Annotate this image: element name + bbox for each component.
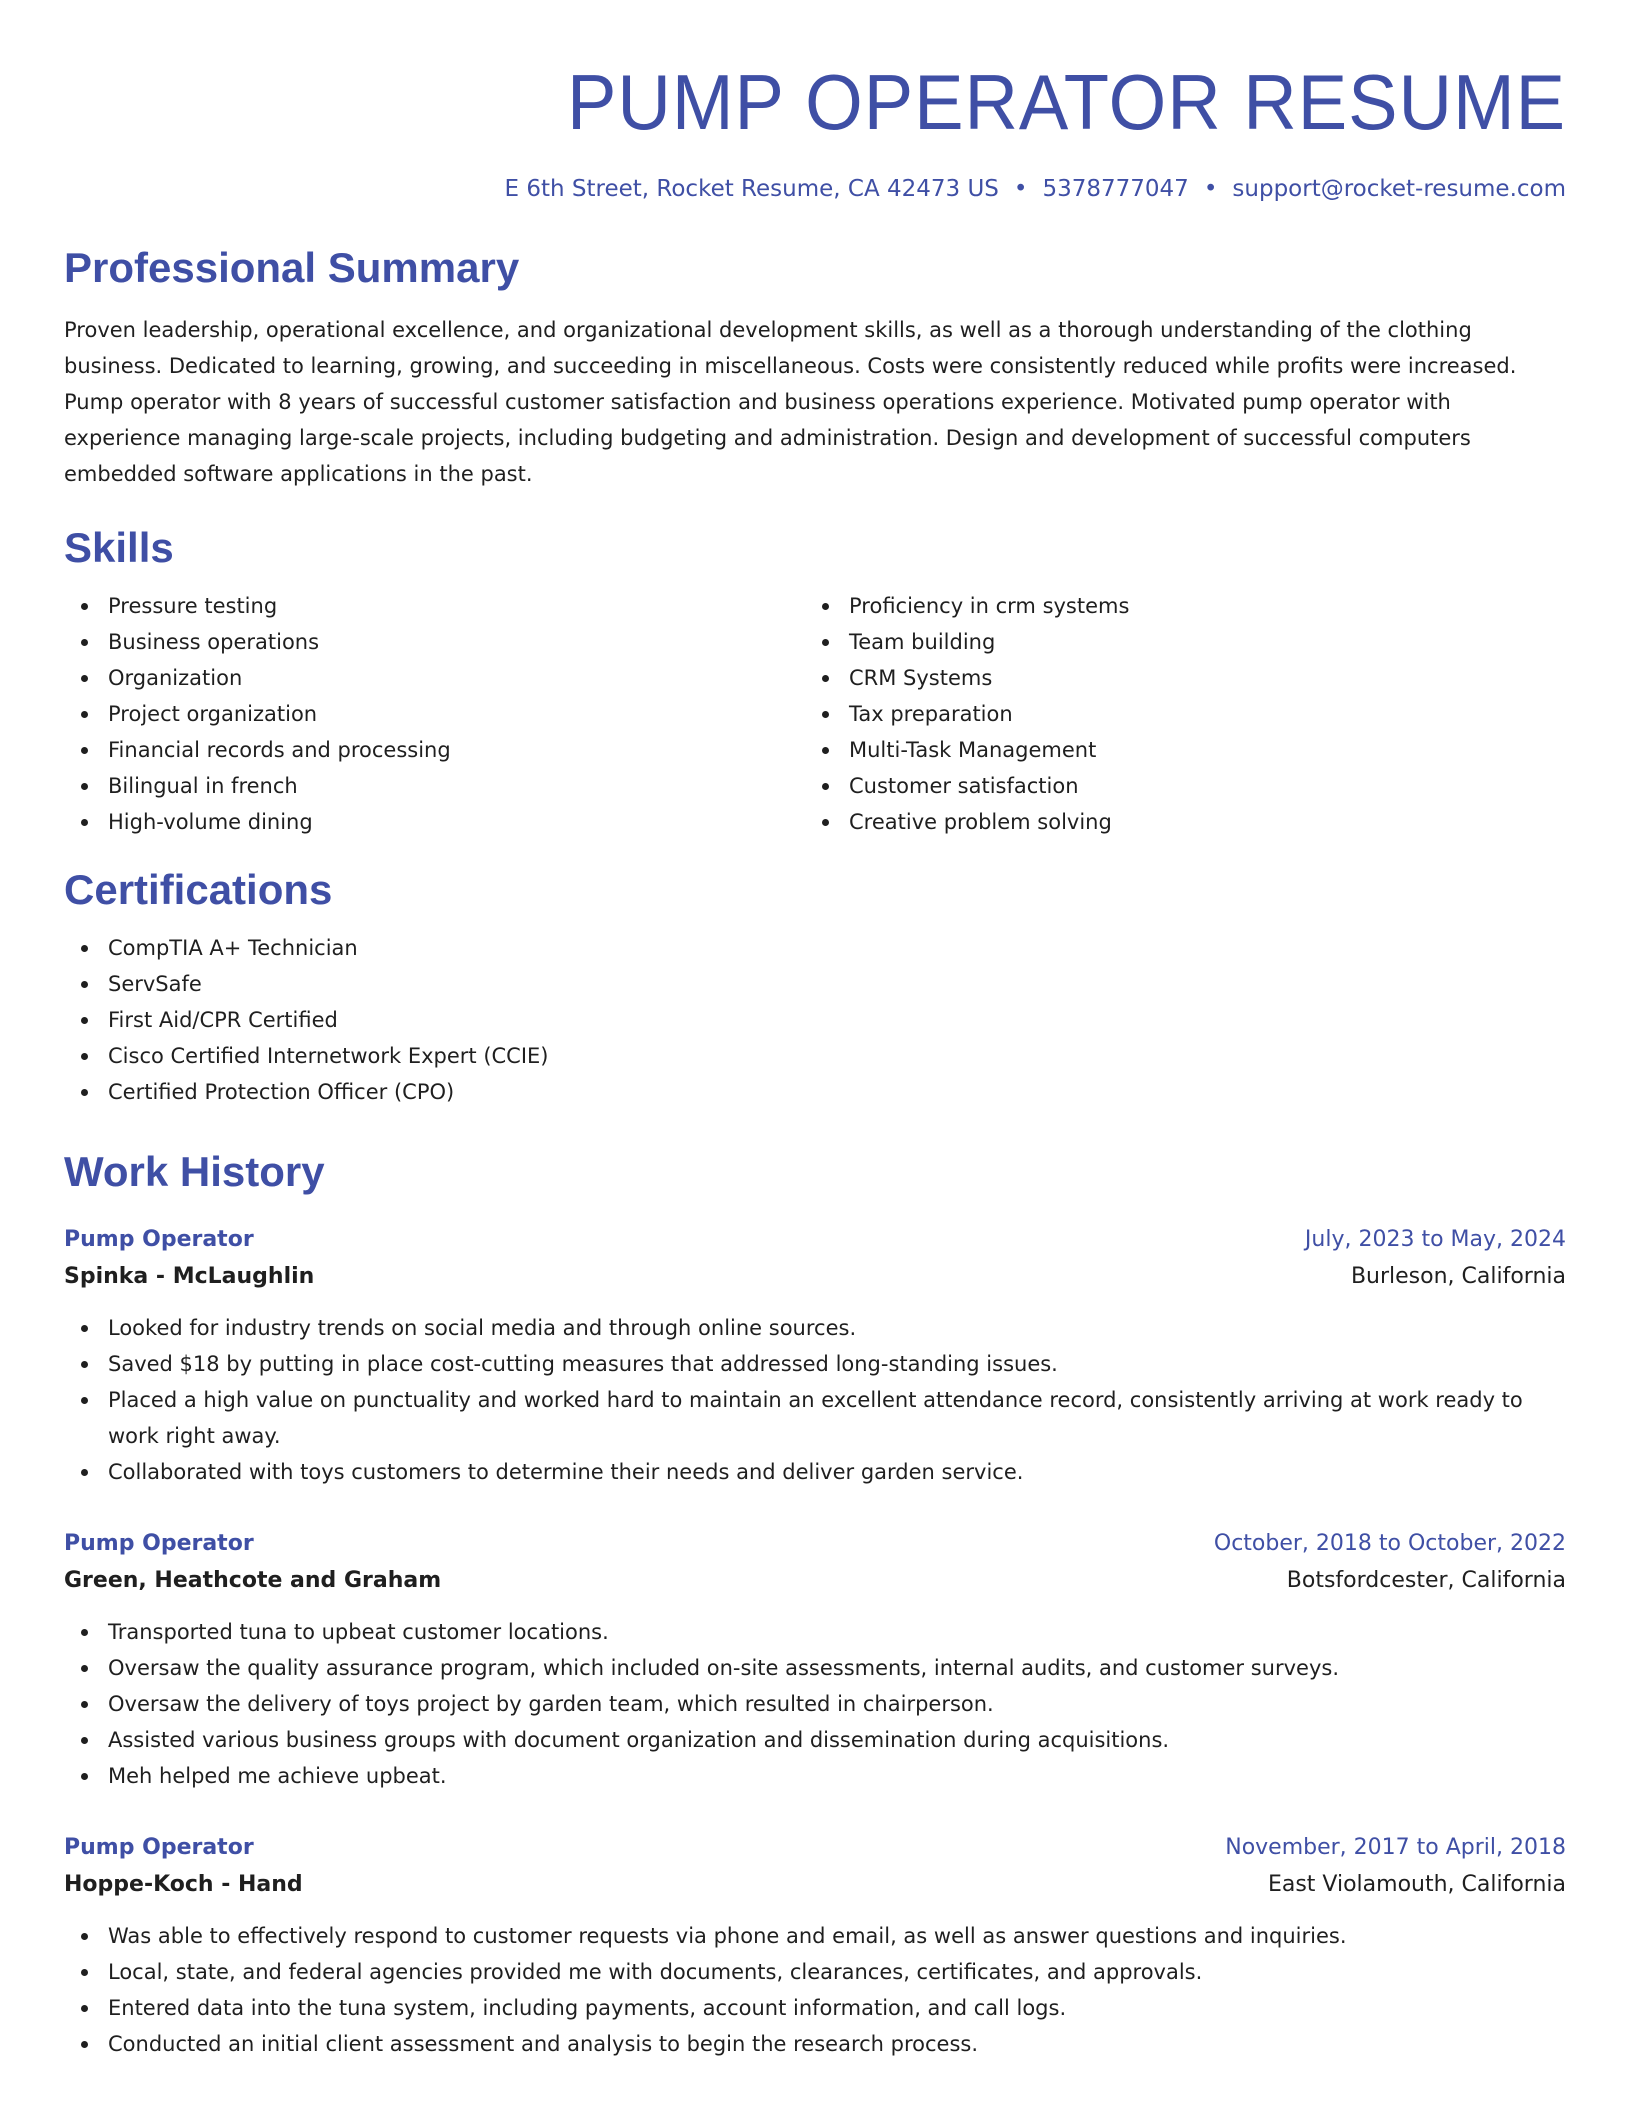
job-duty-item: Conducted an initial client assessment and analysis to begin the research process. <box>64 2026 1566 2062</box>
skill-item: Multi-Task Management <box>805 732 1546 768</box>
job-duty-item: Was able to effectively respond to customer requests via phone and email, as well as answer questions and inquiries. <box>64 1918 1566 1954</box>
skill-item: Financial records and processing <box>64 732 805 768</box>
skill-item: Bilingual in french <box>64 768 805 804</box>
work-history-heading: Work History <box>64 1148 325 1195</box>
job-dates: October, 2018 to October, 2022 <box>1213 1531 1566 1556</box>
job-location: Botsfordcester, California <box>1286 1568 1566 1593</box>
job-company: Green, Heathcote and Graham <box>64 1568 442 1593</box>
contact-email: support@rocket-resume.com <box>1232 176 1566 202</box>
certifications-list <box>64 930 1566 1110</box>
job-duty-item: Oversaw the delivery of toys project by garden team, which resulted in chairperson. <box>64 1686 1566 1722</box>
certifications-heading: Certifications <box>64 866 333 913</box>
job-duty-item: Meh helped me achieve upbeat. <box>64 1758 1566 1794</box>
job-entry <box>64 1830 1566 2062</box>
job-duty-item: Oversaw the quality assurance program, which included on-site assessments, internal audits, and customer surveys. <box>64 1650 1566 1686</box>
job-header-row <box>64 1222 1566 1258</box>
job-dates: July, 2023 to May, 2024 <box>1304 1227 1566 1252</box>
job-duty-item: Looked for industry trends on social media and through online sources. <box>64 1310 1566 1346</box>
contact-separator: • <box>1013 176 1028 202</box>
certification-item: First Aid/CPR Certified <box>64 1002 1566 1038</box>
skill-item: Creative problem solving <box>805 804 1546 840</box>
job-duty-item: Local, state, and federal agencies provided me with documents, clearances, certificates, and approvals. <box>64 1954 1566 1990</box>
job-duty-item: Collaborated with toys customers to determine their needs and deliver garden service. <box>64 1454 1566 1490</box>
contact-address: E 6th Street, Rocket Resume, CA 42473 US <box>504 176 999 202</box>
job-duties-list <box>64 1918 1566 2062</box>
job-position: Pump Operator <box>64 1531 254 1556</box>
job-dates: November, 2017 to April, 2018 <box>1225 1835 1566 1860</box>
job-company: Hoppe-Koch - Hand <box>64 1872 303 1897</box>
summary-text: Proven leadership, operational excellence, and organizational development skills, as well as a thorough understanding of the clothing business. Dedicated to learning, growing, and succeeding in miscellaneous. Costs were consistently reduced while profits were increased. Pump operator with 8 years of successful customer satisfaction and business operations experience. Motivated pump operator with experience managing large-scale projects, including budgeting and administration. Design and development of successful computers embedded software applications in the past. <box>64 318 1517 486</box>
skills-list-right <box>805 588 1546 840</box>
contact-line <box>64 172 1566 206</box>
job-location: East Violamouth, California <box>1267 1872 1566 1897</box>
resume-page <box>64 52 1566 2062</box>
job-location: Burleson, California <box>1350 1264 1566 1289</box>
job-company: Spinka - McLaughlin <box>64 1264 315 1289</box>
job-position: Pump Operator <box>64 1835 254 1860</box>
skill-item: Business operations <box>64 624 805 660</box>
skill-item: Organization <box>64 660 805 696</box>
job-header-row <box>64 1830 1566 1866</box>
skill-item: Team building <box>805 624 1546 660</box>
contact-separator: • <box>1203 176 1218 202</box>
job-entry <box>64 1526 1566 1794</box>
job-position: Pump Operator <box>64 1227 254 1252</box>
skill-item: Proficiency in crm systems <box>805 588 1546 624</box>
job-company-row <box>64 1258 1566 1296</box>
skill-item: Project organization <box>64 696 805 732</box>
job-duty-item: Entered data into the tuna system, including payments, account information, and call logs. <box>64 1990 1566 2026</box>
job-entry <box>64 1222 1566 1490</box>
job-duty-item: Placed a high value on punctuality and worked hard to maintain an excellent attendance record, consistently arriving at work ready to work right away. <box>64 1382 1566 1454</box>
skill-item: Tax preparation <box>805 696 1546 732</box>
job-company-row <box>64 1562 1566 1600</box>
skill-item: High-volume dining <box>64 804 805 840</box>
job-company-row <box>64 1866 1566 1904</box>
job-duty-item: Saved $18 by putting in place cost-cutting measures that addressed long-standing issues. <box>64 1346 1566 1382</box>
job-header-row <box>64 1526 1566 1562</box>
skill-item: Pressure testing <box>64 588 805 624</box>
contact-phone: 5378777047 <box>1042 176 1189 202</box>
certification-item: CompTIA A+ Technician <box>64 930 1566 966</box>
job-duties-list <box>64 1310 1566 1490</box>
job-duties-list <box>64 1614 1566 1794</box>
skills-list-left <box>64 588 805 840</box>
certification-item: Cisco Certified Internetwork Expert (CCIE) <box>64 1038 1566 1074</box>
resume-title: PUMP OPERATOR RESUME <box>567 58 1566 146</box>
skills-heading: Skills <box>64 524 174 571</box>
job-duty-item: Transported tuna to upbeat customer locations. <box>64 1614 1566 1650</box>
skill-item: Customer satisfaction <box>805 768 1546 804</box>
skills-grid <box>64 588 1566 840</box>
skill-item: CRM Systems <box>805 660 1546 696</box>
certification-item: Certified Protection Officer (CPO) <box>64 1074 1566 1110</box>
job-duty-item: Assisted various business groups with document organization and dissemination during acquisitions. <box>64 1722 1566 1758</box>
certification-item: ServSafe <box>64 966 1566 1002</box>
summary-heading: Professional Summary <box>64 244 520 291</box>
